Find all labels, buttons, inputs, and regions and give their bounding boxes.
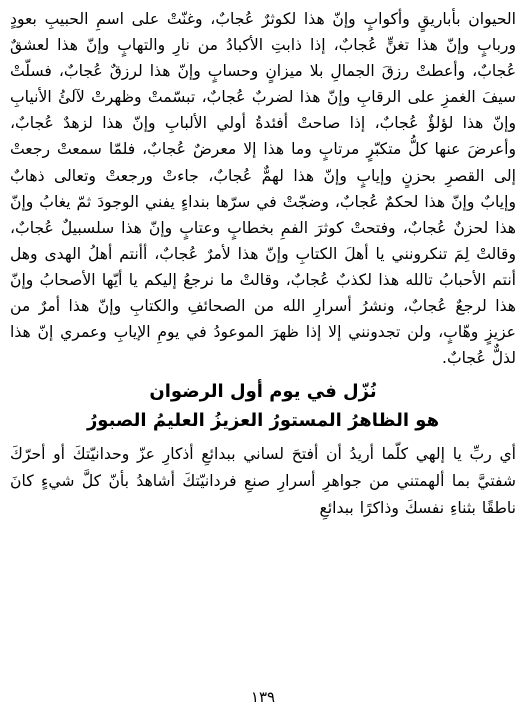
section-heading-line-2: هو الظاهرُ المستورُ العزيزُ العليمُ الصبورُ xyxy=(86,410,440,432)
main-paragraph: الحيوان بأباريقٍ وأكوابٍ وإنّ هذا لكوثرٌ عُجابٌ، وغنّتْ على اسمِ الحبيبِ بعودٍ وربابٍ وإنّ هذا تغنٍّ عُجابٌ، إذا ذابتِ الأكبادُ من نارِ والتهابٍ وإنّ هذا لعشقٌ عُجابٌ، وأعطتْ رزقَ الجمالِ بلا ميزانٍ وحسابٍ وإنّ هذا لرزقٌ عُجابٌ، فسلّتْ سيفَ الغمزِ على الرقابِ وإنّ هذا لضربٌ عُجابٌ، تبسّمتْ وظهرتْ لآلئُ الأنيابِ وإنّ هذا لؤلؤٌ عُجابٌ، إذا صاحتْ أفئدةُ أولي الألبابِ وإنّ هذا لزهدٌ عُجابٌ، وأعرضَ عنها كلُّ متكبّرٍ مرتابٍ وما هذا إلا معرضٌ عُجابٌ، فلمّا سمعتْ رجعتْ إلى القصرِ بحزنٍ وإيابٍ وإنّ هذا لهمٌّ عُجابٌ، جاءتْ ورجعتْ وتعالى ذهابٌ وإيابٌ وإنّ هذا لحكمٌ عُجابٌ، وضجّتْ في سرّها بنداءٍ يفني الوجودَ ثمّ يغابُ وإنّ هذا لحزنٌ عُجابٌ، وفتحتْ كوثرَ الفمِ بخطابٍ وعتابٍ وإنّ هذا سلسبيلٌ عُجابٌ، وقالتْ لِمَ تنكرونني يا أهلَ الكتابِ وإنّ هذا لأمرٌ عُجابٌ، أأنتم أهلُ الهدى وهل أنتم الأحبابُ تالله هذا لكذبٌ عُجابٌ، وقالتْ ما نرجعُ إليكم يا أيّها الأصحابُ وإنّ هذا لرجعٌ عُجابٌ، ونشرُ أسرارِ الله من الصحائفِ والكتابِ وإنّ هذا أمرٌ من عزيزٍ وهّابٍ، ولن تجدونني إلا إذا ظهرَ الموعودُ في يومِ الإيابِ وعمري إنّ هذا لذلٌّ عُجابٌ. xyxy=(10,10,516,368)
section-heading-line-1: نُزّل في يوم أول الرضوان xyxy=(149,381,377,403)
prayer-paragraph: أي ربِّ يا إلهي كلّما أريدُ أن أفتحَ لساني ببدائعِ أذكارِ عزّ وحدانيّتكَ أو أحرّكَ شفتيَّ بما ألهمتني من جواهرِ أسرارِ صنعِ فردانيّتكَ أشاهدُ بأنّ كلَّ شيءٍ كانَ ناطقًا بثناءِ نفسكَ وذاكرًا ببدائعِ xyxy=(10,445,516,518)
page-number: ١٣٩ xyxy=(250,688,276,706)
